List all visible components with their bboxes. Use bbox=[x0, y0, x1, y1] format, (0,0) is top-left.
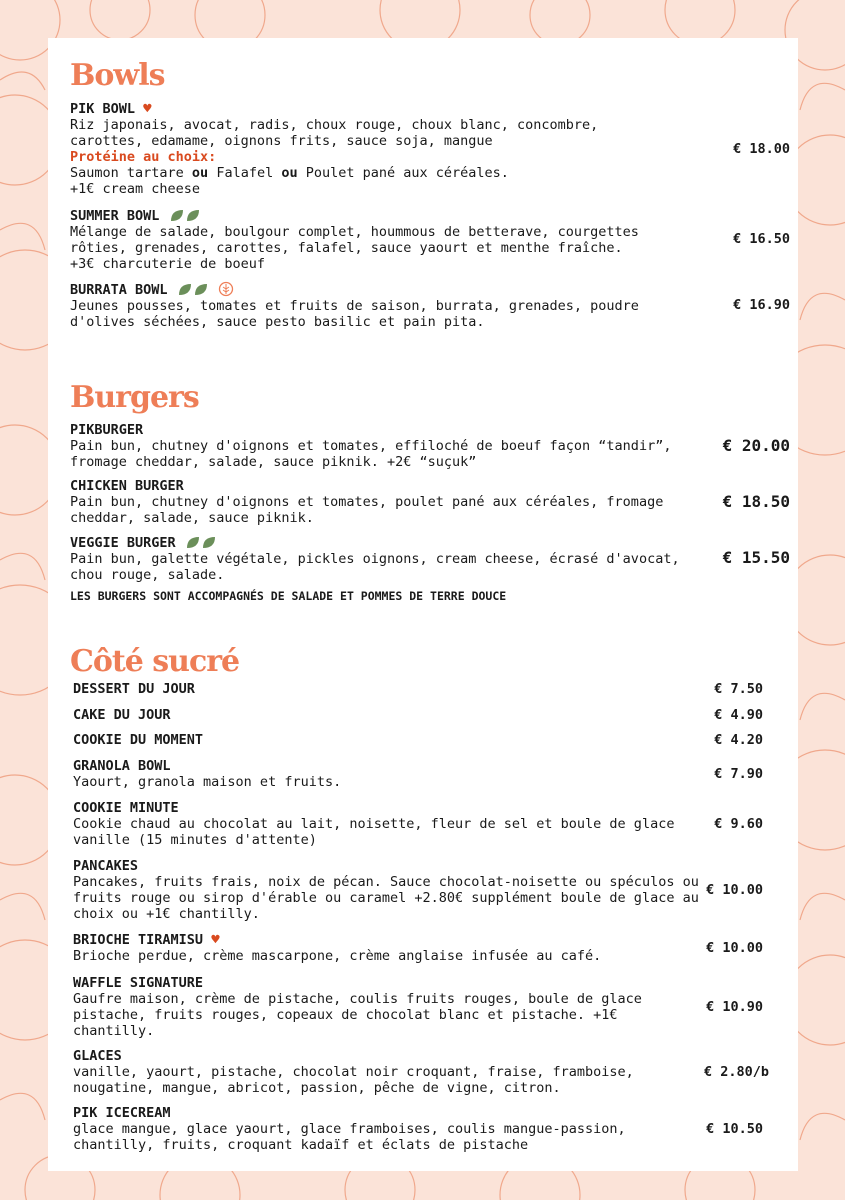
item-desc: Cookie chaud au chocolat au lait, noisette, fleur de sel et boule de glace vanille (15 minutes d'attente) bbox=[73, 816, 675, 848]
item-name: PANCAKES bbox=[73, 858, 139, 874]
veggie-burger-desc: Pain bun, galette végétale, pickles oignons, cream cheese, écrasé d'avocat, chou rouge, salade. bbox=[70, 551, 680, 583]
burgers-title: Burgers bbox=[70, 380, 199, 415]
item-price: € 10.90 bbox=[706, 999, 763, 1015]
summer-bowl-desc: Mélange de salade, boulgour complet, hoummous de betterave, courgettes rôties, grenades, carottes, falafel, sauce yaourt et menthe fraîche. bbox=[70, 224, 639, 256]
item-price: € 10.00 bbox=[706, 940, 763, 956]
item-desc: glace mangue, glace yaourt, glace framboises, coulis mangue-passion, chantilly, fruits, croquant kadaïf et éclats de pistache bbox=[73, 1121, 626, 1153]
item-price: € 4.90 bbox=[714, 707, 763, 723]
pikburger-item bbox=[70, 422, 810, 470]
protein-falafel: Falafel bbox=[208, 165, 282, 181]
summer-bowl-price: € 16.50 bbox=[733, 231, 790, 247]
chicken-burger-item bbox=[70, 478, 810, 526]
item-desc: vanille, yaourt, pistache, chocolat noir croquant, fraise, framboise, nougatine, mangue, abricot, passion, pêche de vigne, citron. bbox=[73, 1064, 634, 1096]
item-desc: Gaufre maison, crème de pistache, coulis fruits rouges, boule de glace pistache, fruits rouges, copeaux de chocolat blanc et pistache. +1€ chantilly. bbox=[73, 991, 642, 1039]
menu-item bbox=[73, 681, 783, 697]
menu-item bbox=[73, 707, 783, 723]
item-name: COOKIE DU MOMENT bbox=[73, 732, 204, 748]
pik-bowl-desc1: Riz japonais, avocat, radis, choux rouge, choux blanc, concombre, bbox=[70, 117, 599, 133]
menu-item bbox=[73, 1105, 783, 1153]
summer-bowl-item bbox=[70, 207, 810, 272]
item-price: € 7.90 bbox=[714, 766, 763, 782]
menu-item bbox=[73, 858, 783, 922]
menu-item bbox=[73, 1048, 783, 1096]
pik-bowl-extra: +1€ cream cheese bbox=[70, 181, 201, 197]
item-name: GRANOLA BOWL bbox=[73, 758, 171, 774]
protein-chicken: Poulet pané aux céréales. bbox=[297, 165, 509, 181]
item-name: WAFFLE SIGNATURE bbox=[73, 975, 204, 991]
item-name: PIK ICECREAM bbox=[73, 1105, 171, 1121]
menu-item bbox=[73, 932, 783, 964]
burrata-bowl-desc: Jeunes pousses, tomates et fruits de saison, burrata, grenades, poudre d'olives séchées, sauce pesto basilic et pain pita. bbox=[70, 298, 639, 330]
heart-icon: ♥ bbox=[211, 932, 220, 948]
item-desc: Brioche perdue, crème mascarpone, crème anglaise infusée au café. bbox=[73, 948, 602, 964]
item-price: € 7.50 bbox=[714, 681, 763, 697]
item-price: € 4.20 bbox=[714, 732, 763, 748]
summer-bowl-name: SUMMER BOWL bbox=[70, 208, 160, 224]
item-price: € 2.80/b bbox=[703, 1064, 769, 1080]
pik-bowl-name: PIK BOWL bbox=[70, 101, 136, 117]
leaf-icon bbox=[184, 534, 218, 550]
bowls-title: Bowls bbox=[70, 58, 165, 93]
protein-salmon: Saumon tartare bbox=[70, 165, 192, 181]
burrata-bowl-item bbox=[70, 281, 810, 330]
veggie-burger-price: € 15.50 bbox=[722, 548, 790, 567]
summer-bowl-extra: +3€ charcuterie de boeuf bbox=[70, 256, 266, 272]
menu-item bbox=[73, 732, 783, 748]
burrata-bowl-price: € 16.90 bbox=[733, 297, 790, 313]
pikburger-price: € 20.00 bbox=[722, 436, 790, 455]
pik-bowl-item bbox=[70, 101, 810, 197]
menu-item bbox=[73, 800, 783, 848]
chicken-burger-desc: Pain bun, chutney d'oignons et tomates, poulet pané aux céréales, fromage cheddar, salade, sauce piknik. bbox=[70, 494, 664, 526]
protein-options bbox=[70, 165, 700, 181]
sweet-title: Côté sucré bbox=[70, 644, 240, 679]
heart-icon: ♥ bbox=[143, 101, 152, 117]
item-name: CAKE DU JOUR bbox=[73, 707, 171, 723]
or-1: ou bbox=[191, 165, 209, 181]
leaf-icon bbox=[176, 281, 210, 297]
item-name: COOKIE MINUTE bbox=[73, 800, 179, 816]
item-name: GLACES bbox=[73, 1048, 122, 1064]
protein-label: Protéine au choix: bbox=[70, 149, 217, 165]
chicken-burger-name: CHICKEN BURGER bbox=[70, 478, 184, 494]
veggie-burger-name: VEGGIE BURGER bbox=[70, 535, 176, 551]
menu-item bbox=[73, 975, 783, 1039]
pikburger-desc: Pain bun, chutney d'oignons et tomates, effiloché de boeuf façon “tandir”, fromage cheddar, salade, sauce piknik. +2€ “suçuk” bbox=[70, 438, 672, 470]
item-price: € 10.50 bbox=[706, 1121, 763, 1137]
item-name: BRIOCHE TIRAMISU bbox=[73, 932, 204, 948]
pik-bowl-price: € 18.00 bbox=[733, 141, 790, 157]
burgers-note: LES BURGERS SONT ACCOMPAGNÉS DE SALADE ET POMMES DE TERRE DOUCE bbox=[70, 589, 507, 603]
pikburger-name: PIKBURGER bbox=[70, 422, 144, 438]
gluten-free-icon bbox=[218, 281, 234, 297]
chicken-burger-price: € 18.50 bbox=[722, 492, 790, 511]
leaf-icon bbox=[168, 207, 202, 223]
item-name: DESSERT DU JOUR bbox=[73, 681, 195, 697]
item-desc: Yaourt, granola maison et fruits. bbox=[73, 774, 342, 790]
veggie-burger-item bbox=[70, 534, 810, 583]
menu-item bbox=[73, 758, 783, 790]
pik-bowl-desc2: carottes, edamame, oignons frits, sauce soja, mangue bbox=[70, 133, 493, 149]
item-price: € 9.60 bbox=[714, 816, 763, 832]
item-price: € 10.00 bbox=[706, 882, 763, 898]
or-2: ou bbox=[281, 165, 298, 181]
item-desc: Pancakes, fruits frais, noix de pécan. Sauce chocolat-noisette ou spéculos ou fruits rouge ou sirop d'érable ou caramel +2.80€ supplément boule de glace au choix ou +1€ chantilly. bbox=[73, 874, 699, 922]
burrata-bowl-name: BURRATA BOWL bbox=[70, 282, 168, 298]
